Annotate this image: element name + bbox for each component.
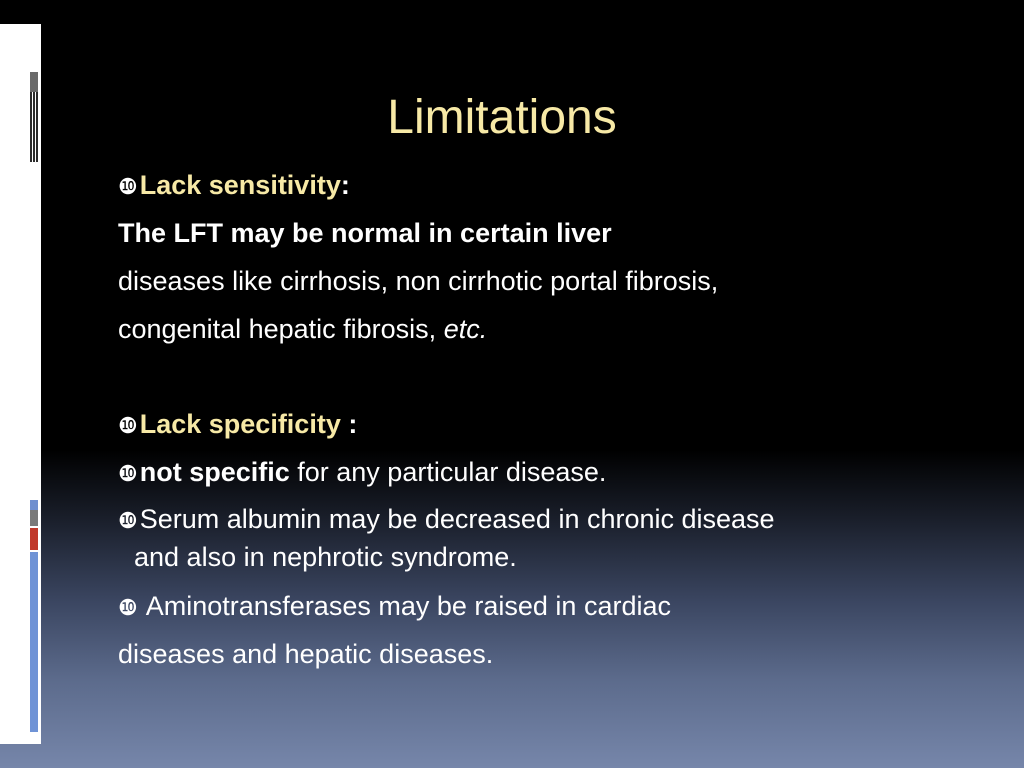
sensitivity-heading-colon: : — [340, 170, 350, 200]
specificity-point-1-rest: for any particular disease. — [289, 457, 607, 487]
sensitivity-heading-line — [118, 167, 350, 205]
decorative-bar-blue-long — [30, 552, 38, 732]
specificity-heading-colon: : — [340, 409, 358, 439]
specificity-point-2-text: Serum albumin may be decreased in chronic disease — [139, 504, 775, 534]
sensitivity-heading: Lack sensitivity — [139, 170, 341, 200]
sensitivity-line-3-etc: etc. — [443, 314, 488, 344]
decorative-bar-gray — [30, 510, 38, 526]
bullet-icon: ❿ — [118, 413, 138, 438]
specificity-point-1-bold: not specific — [139, 457, 290, 487]
bullet-icon: ❿ — [118, 461, 138, 486]
specificity-point-2-line-2: and also in nephrotic syndrome. — [134, 542, 517, 572]
decorative-bar-blue-small — [30, 500, 38, 510]
specificity-heading-line — [118, 406, 357, 444]
specificity-point-1 — [118, 454, 606, 492]
slide-title: Limitations — [387, 91, 617, 144]
specificity-point-2-line-1 — [118, 501, 775, 539]
sensitivity-line-3-text: congenital hepatic fibrosis, — [118, 314, 444, 344]
specificity-point-3-line-1 — [118, 588, 671, 626]
specificity-point-3-text: Aminotransferases may be raised in cardiac — [139, 591, 671, 621]
sensitivity-line-2: diseases like cirrhosis, non cirrhotic portal fibrosis, — [118, 266, 719, 296]
decorative-bar-red — [30, 528, 38, 550]
bullet-icon: ❿ — [118, 508, 138, 533]
bullet-icon: ❿ — [118, 174, 138, 199]
sensitivity-line-3 — [118, 311, 487, 347]
specificity-heading: Lack specificity — [139, 409, 341, 439]
sensitivity-line-1: The LFT may be normal in certain liver — [118, 218, 612, 248]
bullet-icon: ❿ — [118, 595, 138, 620]
specificity-point-3-line-2: diseases and hepatic diseases. — [118, 639, 494, 669]
